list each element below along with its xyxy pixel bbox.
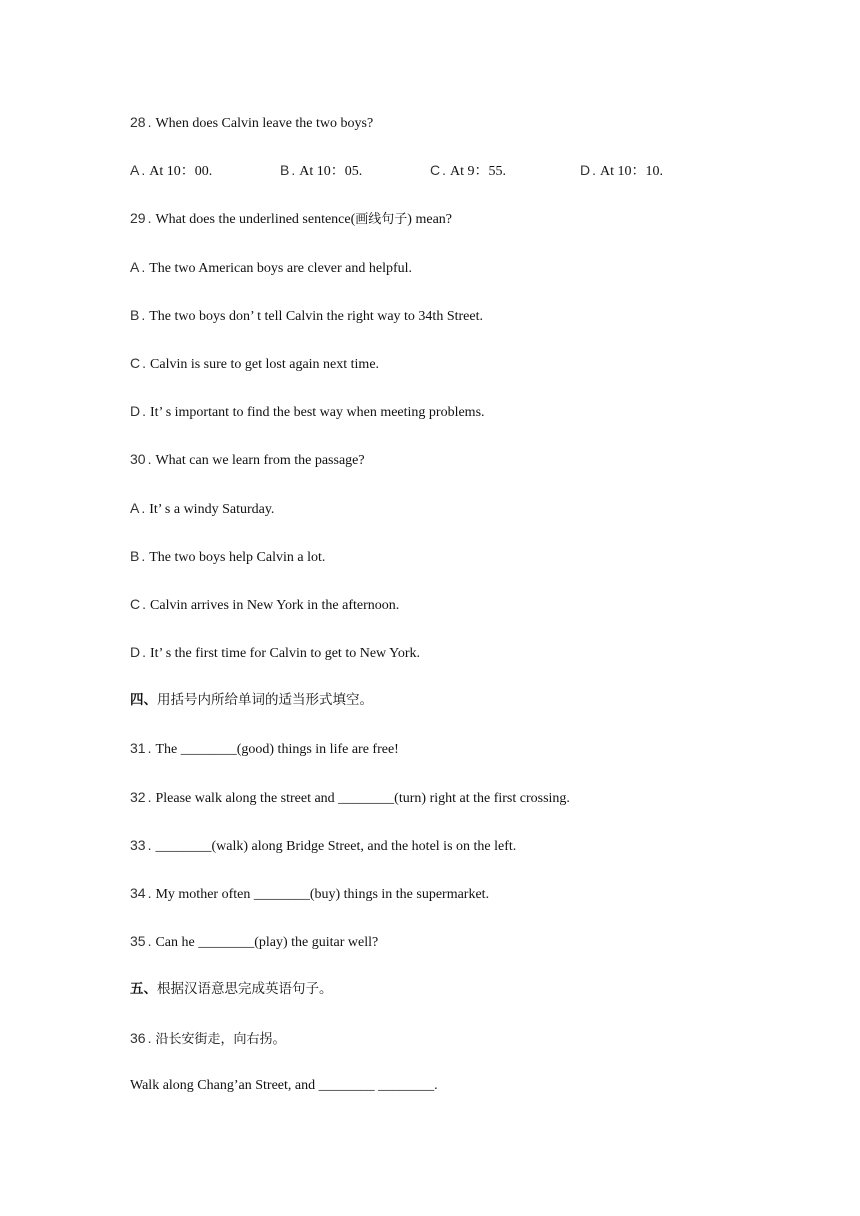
option-a: A . At 10：00. (130, 162, 213, 180)
option-d: D . It’ s important to find the best way when meeting problems. (130, 403, 485, 421)
question-28: 28 . When does Calvin leave the two boys? (130, 114, 374, 131)
question-29: 29 . What does the underlined sentence(画线句子) mean? (130, 210, 452, 228)
option-b: B . The two boys don’ t tell Calvin the right way to 34th Street. (130, 306, 483, 324)
option-c: C . At 9：55. (430, 162, 507, 180)
section-heading-5: 五、根据汉语意思完成英语句子。 (130, 981, 333, 998)
option-c: C . Calvin is sure to get lost again next time. (130, 354, 380, 372)
option-a: A . The two American boys are clever and helpful. (130, 258, 413, 276)
question-36-answer-line: Walk along Chang’an Street, and ________ ________. (130, 1077, 438, 1093)
question-number: 30 (130, 451, 146, 468)
option-d: D . It’ s the first time for Calvin to get to New York. (130, 644, 421, 662)
question-text: When does Calvin leave the two boys? (155, 116, 374, 131)
section-heading-4: 四、用括号内所给单词的适当形式填空。 (130, 692, 373, 709)
question-36: 36 . 沿长安街走，向右拐。 (130, 1029, 286, 1047)
question-number: 29 (130, 210, 146, 227)
document-page (130, 108, 750, 1120)
question-number: 28 (130, 114, 146, 130)
option-d: D . At 10：10. (580, 162, 664, 180)
question-33: 33 . ________(walk) along Bridge Street, and the hotel is on the left. (130, 836, 517, 854)
option-b: B . At 10：05. (280, 162, 363, 180)
option-b: B . The two boys help Calvin a lot. (130, 547, 326, 565)
option-a: A . It’ s a windy Saturday. (130, 499, 275, 517)
question-28-options (130, 156, 750, 204)
option-c: C . Calvin arrives in New York in the afternoon. (130, 595, 400, 613)
question-35: 35 . Can he ________(play) the guitar well? (130, 933, 379, 951)
question-30: 30 . What can we learn from the passage? (130, 451, 365, 469)
question-31: 31 . The ________(good) things in life are free! (130, 740, 399, 758)
question-34: 34 . My mother often ________(buy) things in the supermarket. (130, 885, 490, 902)
question-32: 32 . Please walk along the street and ________(turn) right at the first crossing. (130, 788, 570, 806)
